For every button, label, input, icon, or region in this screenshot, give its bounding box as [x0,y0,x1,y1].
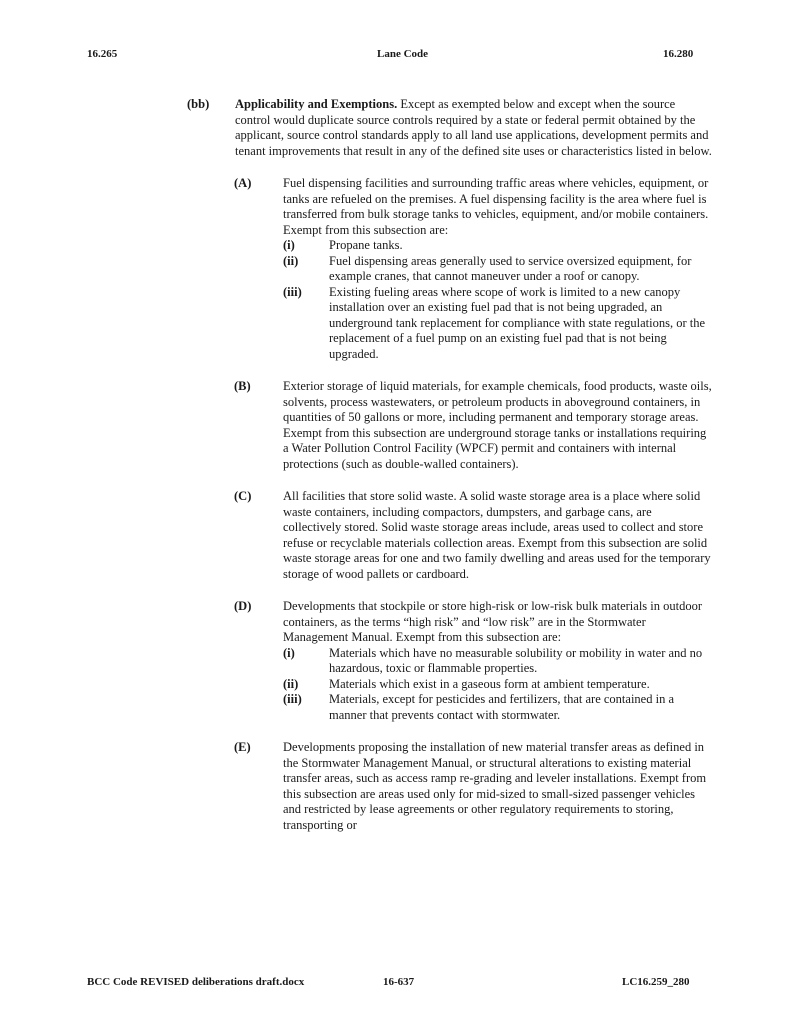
sub-item-text: Materials which have no measurable solubility or mobility in water and no hazardous, toxic or flammable properties. [329,645,703,675]
section-title: Applicability and Exemptions. [235,97,398,111]
header-title: Lane Code [377,48,429,60]
items-list [187,176,712,833]
item-body [283,489,712,582]
sub-item [283,254,712,285]
item-text: Developments proposing the installation of new material transfer areas as defined in the Stormwater Management Manual, or structural alterations to existing material transfer areas, such as access ramp re-grading and leveler installations. Exempt from this subsection are areas used only for mid-sized to small-sized passenger vehicles and restricted by lease agreements or other regulatory requirements to storing, transporting or [283,740,707,832]
footer-page-number: 16-637 [383,976,415,988]
sub-item [283,238,712,254]
list-item [234,489,712,582]
item-body [283,176,712,362]
item-label: (E) [234,740,251,754]
item-body [283,379,712,472]
item-text: Fuel dispensing facilities and surrounding traffic areas where vehicles, equipment, or tanks are refueled on the premises. A fuel dispensing facility is the area where fuel is transferred from bulk storage tanks to vehicles, equipment, and/or mobile containers. Exempt from this subsection are: [283,176,709,237]
item-body [283,599,712,723]
item-label: (A) [234,176,252,190]
sub-item [283,692,712,723]
sub-item-label: (i) [283,645,295,660]
section-text: Except as exempted below and except when the source control would duplicate source controls required by a state or federal permit obtained by the applicant, source control standards apply to all land use applications, development permits and tenant improvements that result in any of the defined site uses or characteristics listed in below. [235,97,712,158]
sub-item [283,285,712,363]
sub-item-label: (iii) [283,692,302,706]
sub-item [283,646,712,677]
sub-item-text: Materials, except for pesticides and fertilizers, that are contained in a manner that prevents contact with stormwater. [329,692,674,722]
footer-filename: BCC Code REVISED deliberations draft.docx [87,976,305,988]
item-label: (C) [234,489,252,503]
sub-item-text: Fuel dispensing areas generally used to service oversized equipment, for example cranes, that cannot maneuver under a roof or canopy. [329,253,692,283]
sub-item [283,677,712,693]
item-label: (D) [234,599,252,613]
sub-item-text: Existing fueling areas where scope of work is limited to a new canopy installation over an existing fuel pad that is not being upgraded, an underground tank replacement for compliance with state regulations, or the replacement of a fuel pump on an existing fuel pad that is not being upgraded. [329,284,706,361]
list-item [234,379,712,472]
sub-item-label: (ii) [283,676,299,691]
list-item [234,740,712,833]
item-text: Exterior storage of liquid materials, for example chemicals, food products, waste oils, solvents, process wastewaters, or petroleum products in aboveground containers, in quantities of 50 gallons or more, including permanent and temporary storage areas. Exempt from this subsection are underground storage tanks or installations requiring a Water Pollution Control Facility (WPCF) permit and containers with internal protections (such as double-walled containers). [283,379,712,471]
item-text: Developments that stockpile or store high-risk or low-risk bulk materials in outdoor containers, as the terms “high risk” and “low risk” are in the Stormwater Management Manual. Exempt from this subsection are: [283,599,703,644]
section-paragraph [235,97,712,159]
section-label: (bb) [187,97,210,111]
sub-item-label: (i) [283,238,295,252]
footer-reference: LC16.259_280 [622,976,690,988]
section-bb [187,97,712,159]
item-body [283,740,712,833]
sub-item-label: (iii) [283,284,302,299]
header-section-right: 16.280 [663,48,694,60]
sub-item-text: Materials which exist in a gaseous form at ambient temperature. [329,676,650,691]
list-item [234,176,712,362]
header-section-left: 16.265 [87,48,118,60]
item-label: (B) [234,379,251,393]
sub-item-text: Propane tanks. [329,238,403,252]
list-item [234,599,712,723]
document-body [187,97,712,833]
item-text: All facilities that store solid waste. A solid waste storage area is a place where solid waste containers, including compactors, dumpsters, and garbage cans, are collectively stored. Solid waste storage areas include, areas used to collect and store refuse or recyclable materials collection areas. Exempt from this subsection are solid waste storage areas for one and two family dwelling and areas used for the temporary storage of wood pallets or cardboard. [283,489,711,581]
sub-item-label: (ii) [283,253,299,268]
